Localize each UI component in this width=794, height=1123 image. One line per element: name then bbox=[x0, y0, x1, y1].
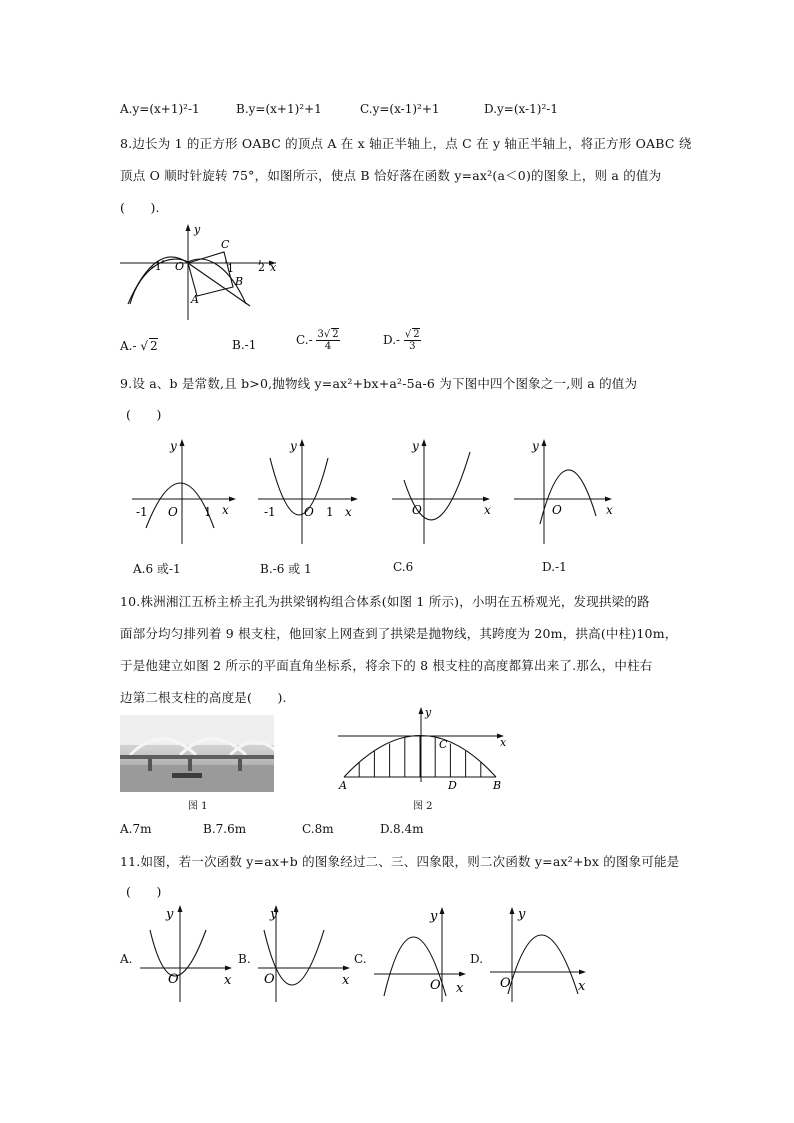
q11-gc-origin-label: O bbox=[430, 978, 441, 993]
q7-option-b: B.y=(x+1)²+1 bbox=[236, 102, 322, 116]
q11-graph-c bbox=[372, 904, 472, 1004]
fig1-caption: 图 1 bbox=[188, 801, 208, 812]
q8-text-line3: ( ). bbox=[120, 200, 160, 215]
q8-fig-1-label: 1 bbox=[227, 262, 234, 275]
q8-text-line2: 顶点 O 顺时针旋转 75°，如图所示，使点 B 恰好落在函数 y=ax²(a＜0)的图象上，则 a 的值为 bbox=[120, 168, 662, 183]
q10-option-d: D.8.4m bbox=[380, 822, 424, 836]
q7-option-a: A.y=(x+1)²-1 bbox=[120, 102, 200, 116]
q10-fig2-c-label: C bbox=[439, 738, 448, 751]
q9-g2-origin-label: O bbox=[304, 505, 314, 519]
q11-gd-x-label: x bbox=[578, 979, 586, 994]
q9-text-line1: 9.设 a、b 是常数,且 b>0,抛物线 y=ax²+bx+a²-5a-6 为下图中四个图象之一,则 a 的值为 bbox=[120, 376, 638, 391]
q9-graph-3 bbox=[390, 436, 502, 546]
q9-text-line2: ( ) bbox=[126, 407, 162, 422]
q11-graph-d bbox=[488, 904, 592, 1004]
q10-option-b: B.7.6m bbox=[203, 822, 247, 836]
q9-g4-y-label: y bbox=[532, 439, 539, 453]
q10-fig2-d-label: D bbox=[448, 779, 457, 792]
q11-ga-x-label: x bbox=[224, 973, 232, 988]
q8-fig-b-label: B bbox=[235, 275, 244, 288]
q11-graph-b bbox=[256, 904, 356, 1004]
q9-g4-origin-label: O bbox=[552, 503, 562, 517]
q9-option-c: C.6 bbox=[393, 560, 414, 574]
q11-graph-c-label: C. bbox=[354, 952, 367, 966]
q9-g1-1-label: 1 bbox=[204, 505, 212, 519]
q8-fig-neg1-label: -1 bbox=[151, 260, 162, 273]
q10-fig2-y-label: y bbox=[425, 706, 432, 719]
q11-graph-b-label: B. bbox=[238, 952, 251, 966]
q9-graph-1 bbox=[130, 436, 242, 546]
q11-ga-y-label: y bbox=[166, 907, 174, 922]
q7-option-d: D.y=(x-1)²-1 bbox=[484, 102, 558, 116]
q10-fig2-a-label: A bbox=[339, 779, 347, 792]
bridge-photo bbox=[120, 715, 274, 792]
q10-text-line1: 10.株洲湘江五桥主桥主孔为拱梁钢构组合体系(如图 1 所示)，小明在五桥观光，发现拱梁的路 bbox=[120, 594, 650, 609]
q8-fig-a-label: A bbox=[191, 293, 199, 306]
q9-graph-4 bbox=[512, 436, 624, 546]
q9-g3-x-label: x bbox=[484, 503, 491, 517]
q8-option-b: B.-1 bbox=[232, 338, 257, 352]
q8-fig-c-label: C bbox=[221, 238, 230, 251]
q10-text-line4: 边第二根支柱的高度是( ). bbox=[120, 690, 287, 705]
q9-g1-neg1-label: -1 bbox=[136, 505, 148, 519]
q9-g3-y-label: y bbox=[412, 439, 419, 453]
q9-g2-y-label: y bbox=[290, 439, 297, 453]
q9-g1-origin-label: O bbox=[168, 505, 178, 519]
q8-fig-x-label: x bbox=[270, 261, 277, 274]
q11-gc-x-label: x bbox=[456, 981, 464, 996]
q9-option-d: D.-1 bbox=[542, 560, 567, 574]
q11-graph-a bbox=[138, 904, 238, 1004]
q8-fig-y-label: y bbox=[194, 223, 201, 236]
q8-fig-2-label: 2 bbox=[258, 261, 265, 274]
q9-g1-y-label: y bbox=[170, 439, 177, 453]
q11-gb-x-label: x bbox=[342, 973, 350, 988]
q9-option-a: A.6 或-1 bbox=[133, 562, 181, 576]
q8-option-a: A.- √ 2 bbox=[120, 339, 158, 353]
q10-fig2-b-label: B bbox=[493, 779, 502, 792]
q10-option-c: C.8m bbox=[302, 822, 334, 836]
q10-figure-2 bbox=[336, 706, 514, 796]
q10-text-line3: 于是他建立如图 2 所示的平面直角坐标系，将余下的 8 根支柱的高度都算出来了.那么，中柱右 bbox=[120, 658, 653, 673]
q8-figure bbox=[118, 222, 288, 322]
q9-graph-2 bbox=[256, 436, 368, 546]
q9-g3-origin-label: O bbox=[412, 503, 422, 517]
q11-gc-y-label: y bbox=[430, 909, 438, 924]
q11-gd-y-label: y bbox=[518, 907, 526, 922]
q8-fig-origin-label: O bbox=[175, 260, 185, 273]
q11-gb-y-label: y bbox=[270, 907, 278, 922]
q11-gd-origin-label: O bbox=[500, 976, 511, 991]
fig2-caption: 图 2 bbox=[413, 801, 433, 812]
q9-g4-x-label: x bbox=[606, 503, 613, 517]
q11-graph-d-label: D. bbox=[470, 952, 484, 966]
q9-g2-neg1-label: -1 bbox=[264, 505, 276, 519]
q10-fig2-x-label: x bbox=[500, 736, 507, 749]
q7-option-c: C.y=(x-1)²+1 bbox=[360, 102, 440, 116]
q9-g2-1-label: 1 bbox=[326, 505, 334, 519]
q11-text-line2: ( ) bbox=[126, 884, 162, 899]
q11-gb-origin-label: O bbox=[264, 972, 275, 987]
q11-graph-a-label: A. bbox=[120, 952, 133, 966]
q8-option-d: D.- $\frac{√ 2}{3}$ bbox=[383, 329, 420, 352]
q11-text-line1: 11.如图，若一次函数 y=ax+b 的图象经过二、三、四象限，则二次函数 y=ax²+bx 的图象可能是 bbox=[120, 854, 680, 869]
q9-g2-x-label: x bbox=[345, 505, 352, 519]
q8-option-c: C.- $\frac{3√ 2}{4}$ bbox=[296, 329, 339, 352]
q10-text-line2: 面部分均匀排列着 9 根支柱，他回家上网查到了拱梁是抛物线，其跨度为 20m，拱高(中柱)10m， bbox=[120, 626, 678, 641]
q11-ga-origin-label: O bbox=[168, 972, 179, 987]
q8-text-line1: 8.边长为 1 的正方形 OABC 的顶点 A 在 x 轴正半轴上，点 C 在 y 轴正半轴上，将正方形 OABC 绕 bbox=[120, 136, 692, 151]
q10-option-a: A.7m bbox=[120, 822, 152, 836]
q9-option-b: B.-6 或 1 bbox=[260, 562, 312, 576]
q9-g1-x-label: x bbox=[222, 503, 229, 517]
